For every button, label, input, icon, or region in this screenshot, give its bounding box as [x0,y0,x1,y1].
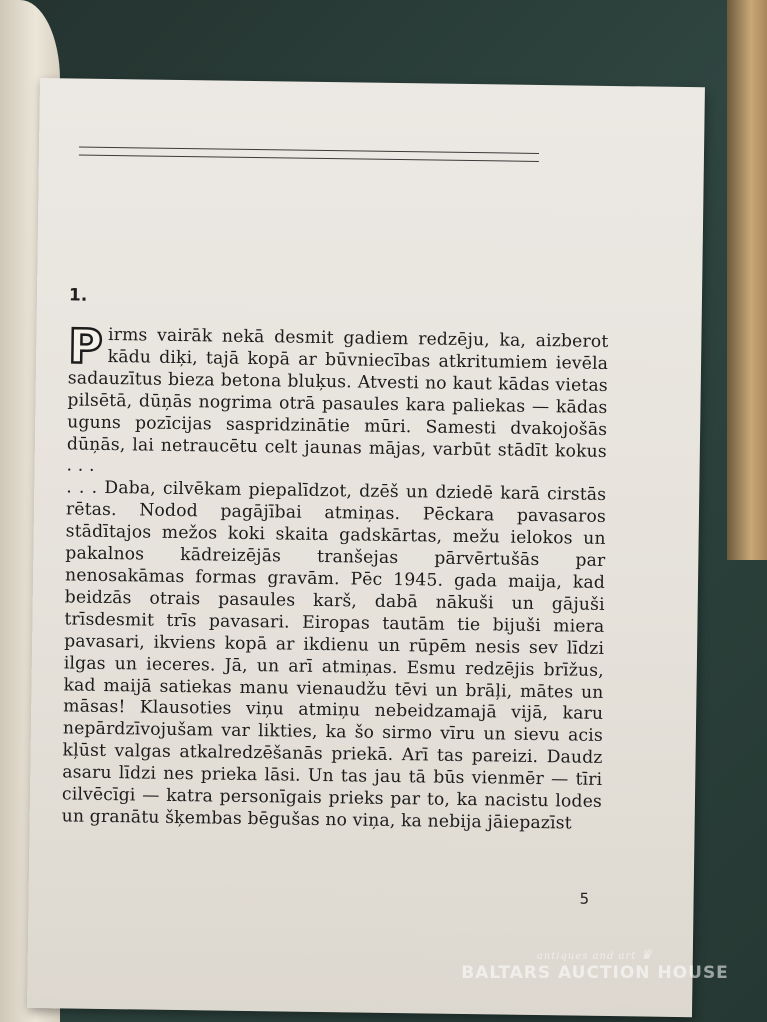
paragraph-1 [66,319,609,485]
drop-cap: P [67,319,104,375]
book-page [27,78,705,1017]
watermark-name: BALTARS AUCTION HOUSE [461,963,729,983]
wooden-surface [727,0,767,560]
body-text [61,319,609,835]
paragraph-1-text: irms vairāk nekā desmit gadiem redzēju, ka, aizberot kādu diķi, tajā kopā ar būvniecības atkritumiem ievēla sadauzītus bieza betona bluķus. Atvesti no kaut kādas vietas pilsētā, dūņās nogrima otrā pasaules kara paliekas — kādas uguns pozīcijas saspridzinātie mūri. Samesti dvakojošās dūņās, lai netraucētu celt jaunas mājas, varbūt stādīt kokus . . . [66,324,609,477]
header-rule-top [79,147,539,154]
watermark-tagline: antiques and art ♛ [536,948,654,963]
watermark [445,948,745,983]
chapter-number: 1. [68,285,88,306]
header-rule-bottom [79,155,539,162]
paragraph-2: . . . Daba, cilvēkam piepalīdzot, dzēš un dziedē karā cirstās rētas. Nodod pagājībai atmiņas. Pēckara pavasaros stādītajos mežos koki skaita gadskārtas, mežu ielokos un pakalnos kādreizējās tranšejas pārvērtušās par nenosakāmas formas gravām. Pēc 1945. gada maija, kad beidzās otrais pasaules karš, dabā nākuši un gājuši trīsdesmit trīs pavasari. Eiropas tautām tie bijuši miera pavasari, ikviens kopā ar ikdienu un rūpēm nesis sev līdzi ilgas un ieceres. Jā, un arī atmiņas. Esmu redzējis brīžus, kad maijā satiekas manu vienaudžu tēvi un brāļi, mātes un māsas! Klausoties viņu atmiņu nebeidzamajā vijā, karu nepārdzīvojušam var likties, ka šo sirmo vīru un sievu acis kļūst valgas atkalredzēšanās priekā. Arī tas pareizi. Daudz asaru līdzi nes prieka lāsi. Un tas jau tā būs vienmēr — tīri cilvēcīgi — katra personīgais prieks par to, ka nacistu lodes un granātu šķembas bēgušas no viņa, ka nebija jāiepazīst [61,477,607,834]
page-number: 5 [579,889,590,908]
crown-icon: ♛ [640,948,654,963]
